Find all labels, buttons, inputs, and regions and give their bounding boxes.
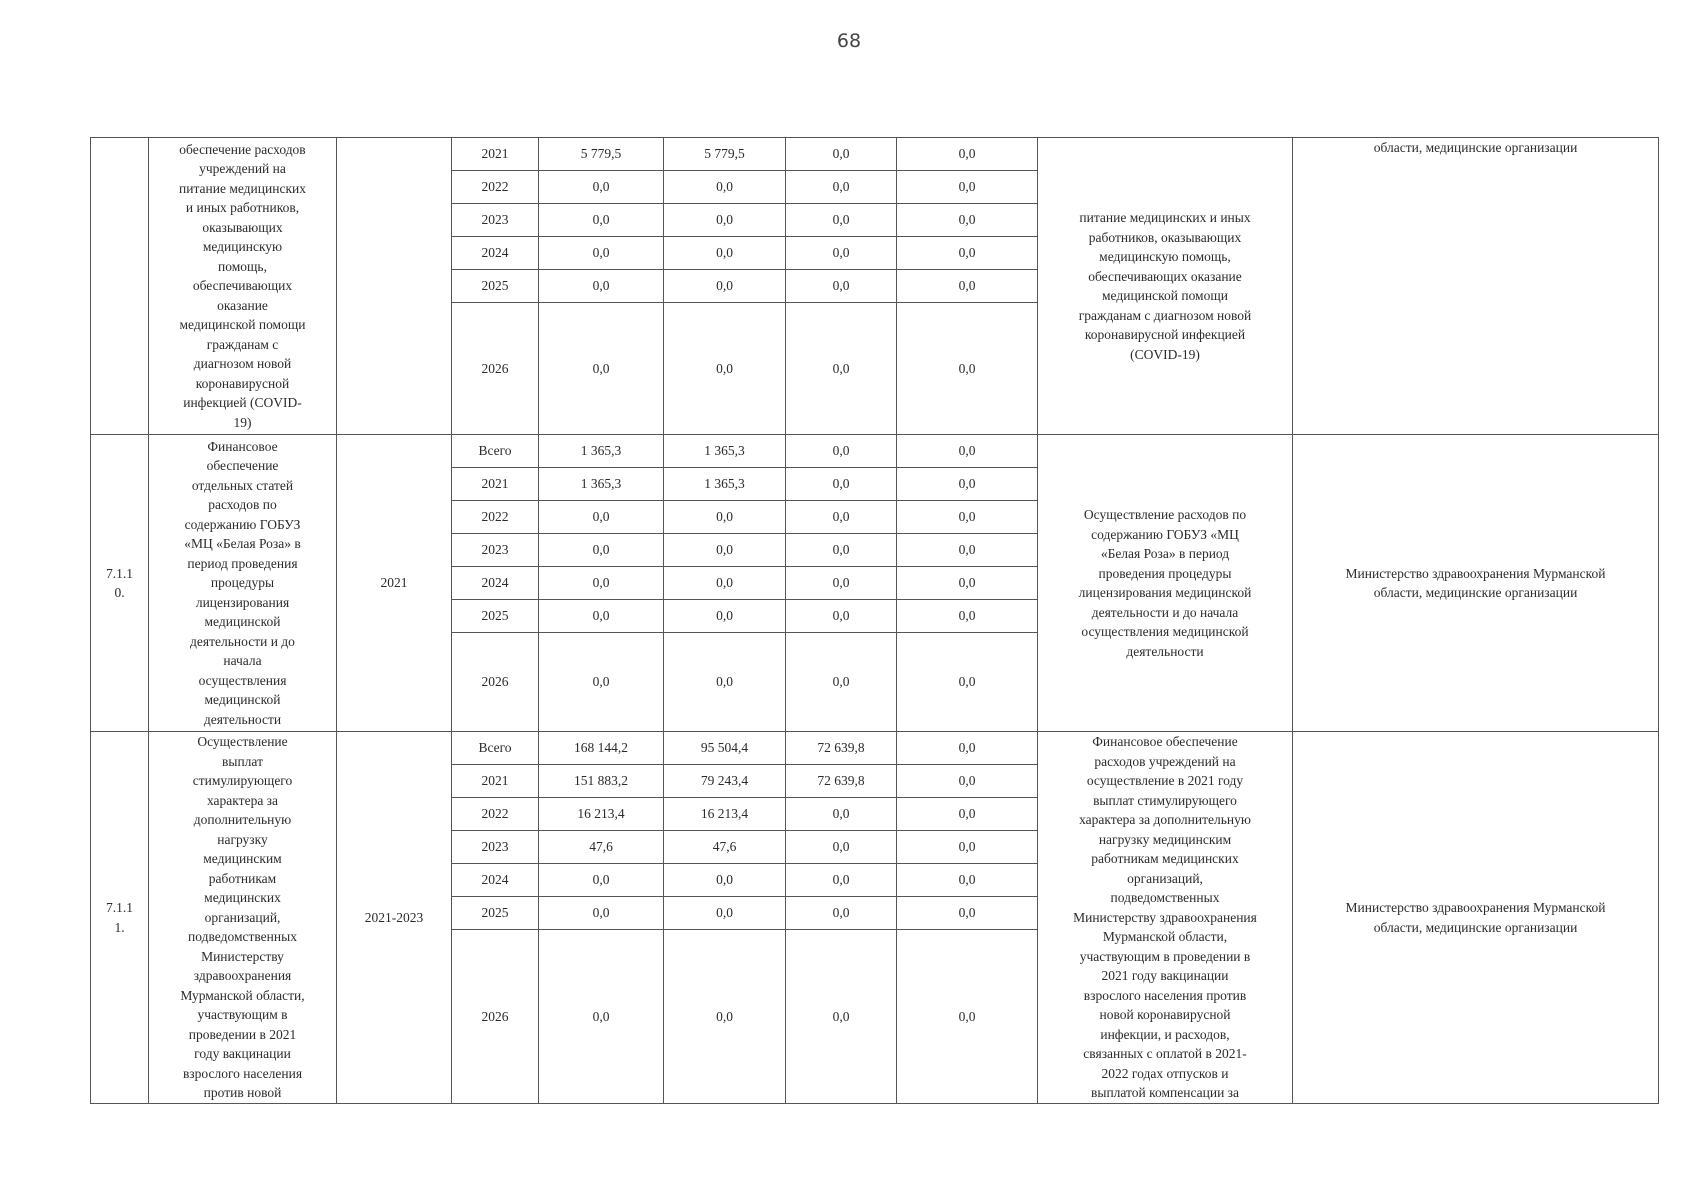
- activity-title: Финансовое обеспечение отдельных статей расходов по содержанию ГОБУЗ «МЦ «Белая Роза» в период проведения процедуры лицензирования медицинской деятельности и до начала осуществления медицинской деятельности: [149, 435, 337, 732]
- activity-number: 7.1.1 1.: [91, 732, 149, 1104]
- federal-budget-value: 0,0: [786, 435, 897, 468]
- regional-budget-value: 5 779,5: [664, 138, 786, 171]
- other-sources-value: 0,0: [897, 765, 1038, 798]
- regional-budget-value: 16 213,4: [664, 798, 786, 831]
- federal-budget-value: 0,0: [786, 633, 897, 732]
- year-cell: Всего: [452, 732, 539, 765]
- year-cell: 2023: [452, 534, 539, 567]
- other-sources-value: 0,0: [897, 468, 1038, 501]
- page-number: 68: [836, 30, 862, 52]
- regional-budget-value: 0,0: [664, 237, 786, 270]
- year-cell: 2024: [452, 864, 539, 897]
- total-value: 0,0: [539, 897, 664, 930]
- federal-budget-value: 0,0: [786, 468, 897, 501]
- year-cell: 2026: [452, 633, 539, 732]
- activity-number: 7.1.1 0.: [91, 435, 149, 732]
- expected-result: Финансовое обеспечение расходов учреждений на осуществление в 2021 году выплат стимулирующего характера за дополнительную нагрузку медицинским работникам медицинских организаций, подведомственных Министерству здравоохранения Мурманской области, участвующим в проведении в 2021 году вакцинации взрослого населения против новой коронавирусной инфекции, и расходов, связанных с оплатой в 2021- 2022 годах отпусков и выплатой компенсации за: [1038, 732, 1293, 1104]
- activity-number: [91, 138, 149, 435]
- total-value: 151 883,2: [539, 765, 664, 798]
- expected-result: Осуществление расходов по содержанию ГОБУЗ «МЦ «Белая Роза» в период проведения процедуры лицензирования медицинской деятельности и до начала осуществления медицинской деятельности: [1038, 435, 1293, 732]
- year-cell: 2022: [452, 171, 539, 204]
- total-value: 47,6: [539, 831, 664, 864]
- federal-budget-value: 0,0: [786, 138, 897, 171]
- activity-period: 2021: [337, 435, 452, 732]
- total-value: 0,0: [539, 501, 664, 534]
- regional-budget-value: 0,0: [664, 930, 786, 1104]
- federal-budget-value: 0,0: [786, 171, 897, 204]
- federal-budget-value: 0,0: [786, 930, 897, 1104]
- year-cell: 2025: [452, 897, 539, 930]
- table-row: [91, 435, 1659, 468]
- regional-budget-value: 0,0: [664, 633, 786, 732]
- total-value: 5 779,5: [539, 138, 664, 171]
- year-cell: 2021: [452, 138, 539, 171]
- federal-budget-value: 0,0: [786, 864, 897, 897]
- other-sources-value: 0,0: [897, 171, 1038, 204]
- other-sources-value: 0,0: [897, 237, 1038, 270]
- other-sources-value: 0,0: [897, 534, 1038, 567]
- federal-budget-value: 0,0: [786, 534, 897, 567]
- regional-budget-value: 79 243,4: [664, 765, 786, 798]
- total-value: 0,0: [539, 303, 664, 435]
- year-cell: 2023: [452, 204, 539, 237]
- federal-budget-value: 0,0: [786, 831, 897, 864]
- activity-period: [337, 138, 452, 435]
- year-cell: 2024: [452, 237, 539, 270]
- total-value: 0,0: [539, 633, 664, 732]
- program-activities-table: [90, 137, 1659, 1104]
- responsible-executor: области, медицинские организации: [1293, 138, 1659, 435]
- other-sources-value: 0,0: [897, 204, 1038, 237]
- regional-budget-value: 0,0: [664, 204, 786, 237]
- federal-budget-value: 0,0: [786, 204, 897, 237]
- other-sources-value: 0,0: [897, 435, 1038, 468]
- year-cell: 2022: [452, 501, 539, 534]
- total-value: 16 213,4: [539, 798, 664, 831]
- other-sources-value: 0,0: [897, 831, 1038, 864]
- year-cell: 2025: [452, 270, 539, 303]
- year-cell: 2025: [452, 600, 539, 633]
- responsible-executor: Министерство здравоохранения Мурманской области, медицинские организации: [1293, 435, 1659, 732]
- table-body: [91, 138, 1659, 1104]
- year-cell: Всего: [452, 435, 539, 468]
- expected-result: питание медицинских и иных работников, оказывающих медицинскую помощь, обеспечивающих оказание медицинской помощи гражданам с диагнозом новой коронавирусной инфекцией (COVID-19): [1038, 138, 1293, 435]
- regional-budget-value: 0,0: [664, 897, 786, 930]
- other-sources-value: 0,0: [897, 303, 1038, 435]
- table-row: [91, 138, 1659, 171]
- total-value: 0,0: [539, 930, 664, 1104]
- federal-budget-value: 72 639,8: [786, 732, 897, 765]
- other-sources-value: 0,0: [897, 501, 1038, 534]
- federal-budget-value: 0,0: [786, 501, 897, 534]
- other-sources-value: 0,0: [897, 798, 1038, 831]
- total-value: 0,0: [539, 270, 664, 303]
- regional-budget-value: 0,0: [664, 600, 786, 633]
- other-sources-value: 0,0: [897, 897, 1038, 930]
- activity-title: Осуществление выплат стимулирующего характера за дополнительную нагрузку медицинским работникам медицинских организаций, подведомственных Министерству здравоохранения Мурманской области, участвующим в проведении в 2021 году вакцинации взрослого населения против новой: [149, 732, 337, 1104]
- year-cell: 2023: [452, 831, 539, 864]
- other-sources-value: 0,0: [897, 930, 1038, 1104]
- regional-budget-value: 47,6: [664, 831, 786, 864]
- regional-budget-value: 0,0: [664, 171, 786, 204]
- federal-budget-value: 0,0: [786, 270, 897, 303]
- other-sources-value: 0,0: [897, 270, 1038, 303]
- federal-budget-value: 0,0: [786, 798, 897, 831]
- activity-title: обеспечение расходов учреждений на питание медицинских и иных работников, оказывающих медицинскую помощь, обеспечивающих оказание медицинской помощи гражданам с диагнозом новой коронавирусной инфекцией (COVID- 19): [149, 138, 337, 435]
- regional-budget-value: 95 504,4: [664, 732, 786, 765]
- total-value: 0,0: [539, 237, 664, 270]
- year-cell: 2021: [452, 468, 539, 501]
- other-sources-value: 0,0: [897, 633, 1038, 732]
- total-value: 168 144,2: [539, 732, 664, 765]
- total-value: 1 365,3: [539, 468, 664, 501]
- regional-budget-value: 0,0: [664, 864, 786, 897]
- activity-period: 2021-2023: [337, 732, 452, 1104]
- total-value: 0,0: [539, 171, 664, 204]
- regional-budget-value: 0,0: [664, 534, 786, 567]
- year-cell: 2026: [452, 930, 539, 1104]
- year-cell: 2026: [452, 303, 539, 435]
- federal-budget-value: 0,0: [786, 897, 897, 930]
- other-sources-value: 0,0: [897, 567, 1038, 600]
- year-cell: 2024: [452, 567, 539, 600]
- responsible-executor: Министерство здравоохранения Мурманской области, медицинские организации: [1293, 732, 1659, 1104]
- federal-budget-value: 0,0: [786, 303, 897, 435]
- total-value: 0,0: [539, 204, 664, 237]
- total-value: 1 365,3: [539, 435, 664, 468]
- federal-budget-value: 0,0: [786, 567, 897, 600]
- other-sources-value: 0,0: [897, 864, 1038, 897]
- regional-budget-value: 1 365,3: [664, 468, 786, 501]
- total-value: 0,0: [539, 864, 664, 897]
- total-value: 0,0: [539, 600, 664, 633]
- regional-budget-value: 0,0: [664, 567, 786, 600]
- table-row: [91, 732, 1659, 765]
- federal-budget-value: 0,0: [786, 600, 897, 633]
- year-cell: 2022: [452, 798, 539, 831]
- total-value: 0,0: [539, 567, 664, 600]
- other-sources-value: 0,0: [897, 732, 1038, 765]
- year-cell: 2021: [452, 765, 539, 798]
- regional-budget-value: 0,0: [664, 270, 786, 303]
- regional-budget-value: 1 365,3: [664, 435, 786, 468]
- other-sources-value: 0,0: [897, 138, 1038, 171]
- regional-budget-value: 0,0: [664, 303, 786, 435]
- federal-budget-value: 72 639,8: [786, 765, 897, 798]
- other-sources-value: 0,0: [897, 600, 1038, 633]
- total-value: 0,0: [539, 534, 664, 567]
- federal-budget-value: 0,0: [786, 237, 897, 270]
- regional-budget-value: 0,0: [664, 501, 786, 534]
